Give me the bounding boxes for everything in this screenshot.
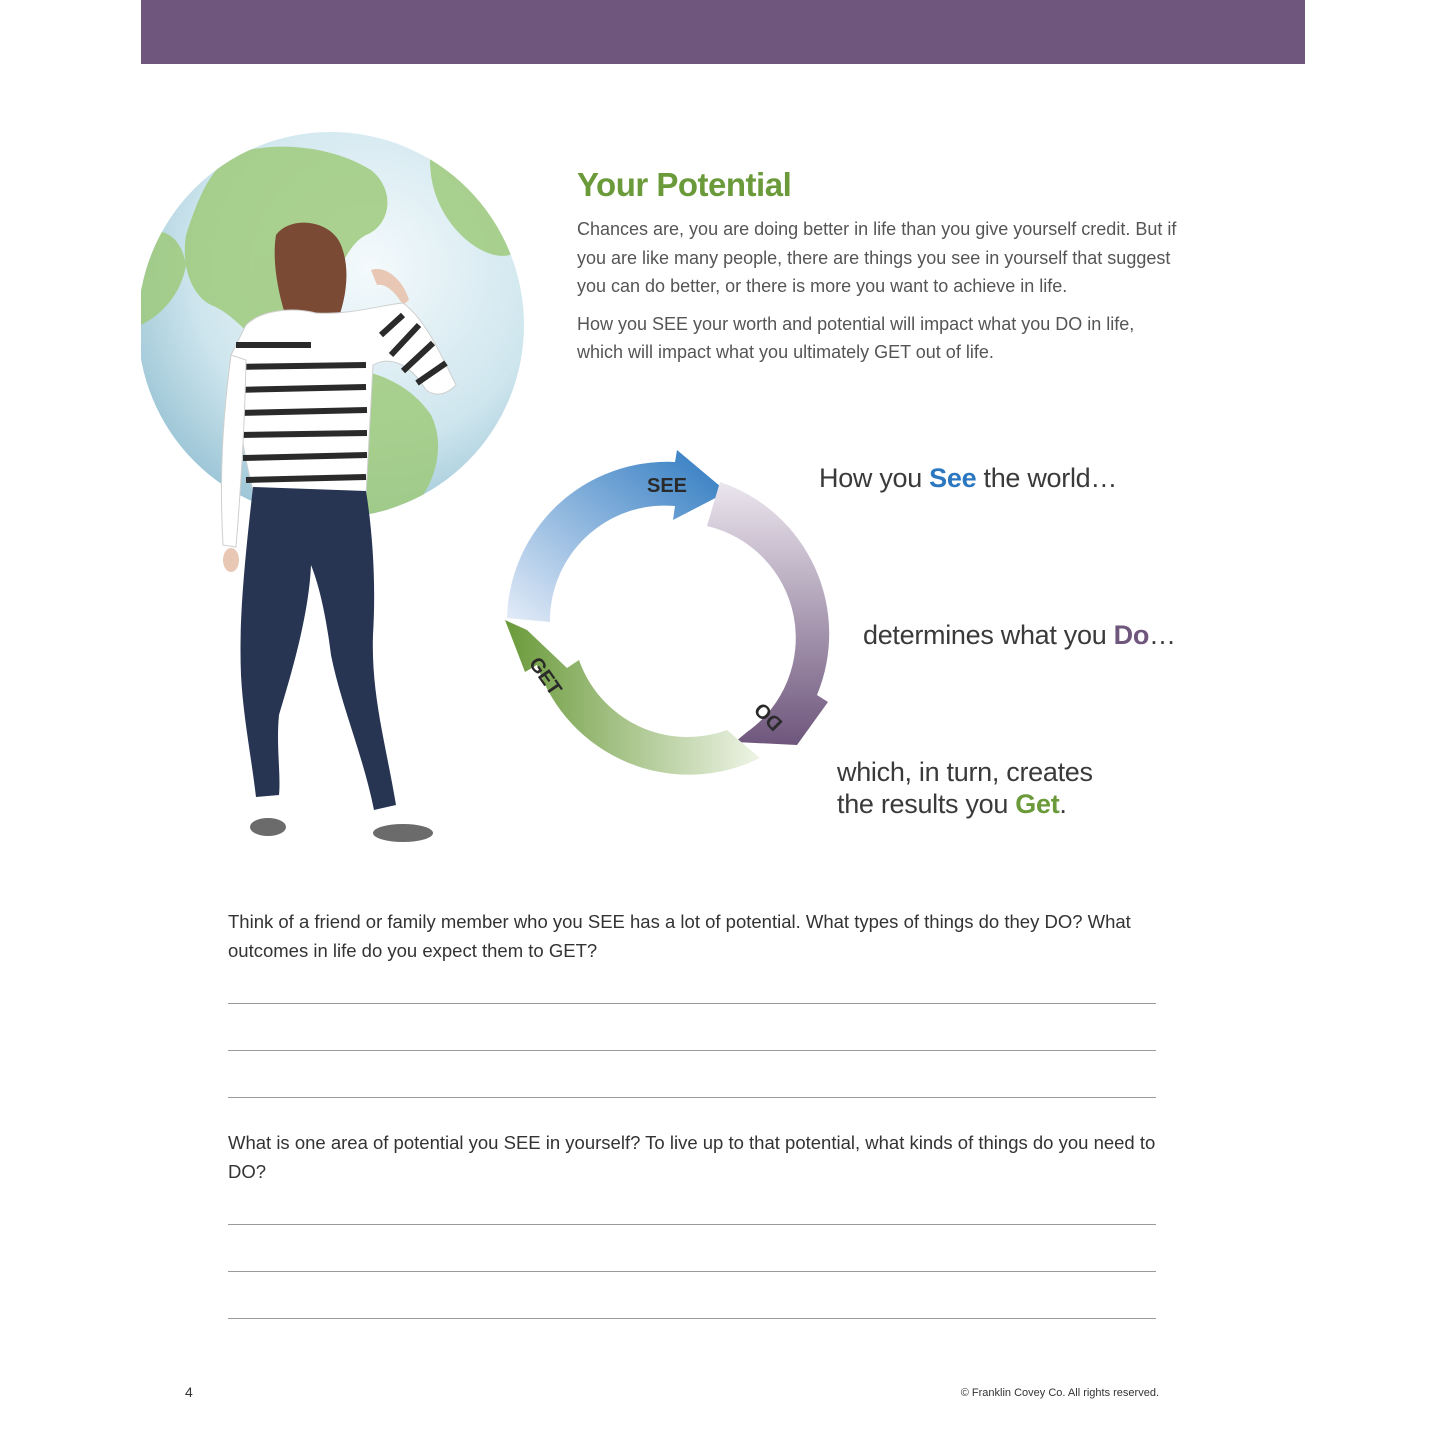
intro-text	[577, 215, 1177, 376]
intro-paragraph: Chances are, you are doing better in life than you give yourself credit. But if you are like many people, there are things you see in yourself that suggest you can do better, or there is more you want to achieve in life.	[577, 219, 1177, 296]
header-band	[141, 0, 1305, 64]
see-label: SEE	[646, 475, 688, 497]
caption-text: …	[1149, 620, 1176, 650]
get-arrow	[505, 620, 760, 775]
page-title: Your Potential	[577, 166, 792, 203]
caption-text: determines what you	[863, 620, 1114, 650]
intro-paragraph: How you SEE your worth and potential will impact what you DO in life, which will impact what you ultimately GET out of life.	[577, 313, 1135, 362]
answer-line[interactable]	[228, 1271, 1156, 1272]
caption-text: which, in turn, creates	[837, 757, 1093, 787]
page-number: 4	[185, 1384, 193, 1400]
answer-line[interactable]	[228, 1003, 1156, 1004]
caption-text: How you	[819, 463, 930, 493]
answer-line[interactable]	[228, 1318, 1156, 1319]
question-2: What is one area of potential you SEE in yourself? To live up to that potential, what kinds of things do you need to DO?	[228, 1132, 1156, 1182]
caption-get	[837, 756, 1093, 820]
answer-line[interactable]	[228, 1097, 1156, 1098]
get-label: GET	[524, 653, 566, 700]
caption-keyword-do: Do	[1113, 620, 1150, 650]
caption-see	[819, 462, 1117, 494]
caption-text: the results you	[837, 789, 1016, 819]
globe-person-illustration	[141, 115, 541, 860]
question-1: Think of a friend or family member who you SEE has a lot of potential. What types of things do they DO? What outcomes in life do you expect them to GET?	[228, 911, 1131, 961]
caption-keyword-see: See	[929, 463, 977, 493]
do-label: DO	[750, 697, 788, 735]
caption-keyword-get: Get	[1015, 789, 1060, 819]
caption-do	[863, 619, 1176, 651]
copyright-notice: © Franklin Covey Co. All rights reserved.	[960, 1387, 1159, 1399]
see-do-get-cycle	[495, 440, 840, 795]
see-arrow	[507, 450, 727, 622]
caption-text: .	[1059, 789, 1067, 819]
answer-line[interactable]	[228, 1050, 1156, 1051]
caption-text: the world…	[976, 463, 1118, 493]
answer-line[interactable]	[228, 1224, 1156, 1225]
